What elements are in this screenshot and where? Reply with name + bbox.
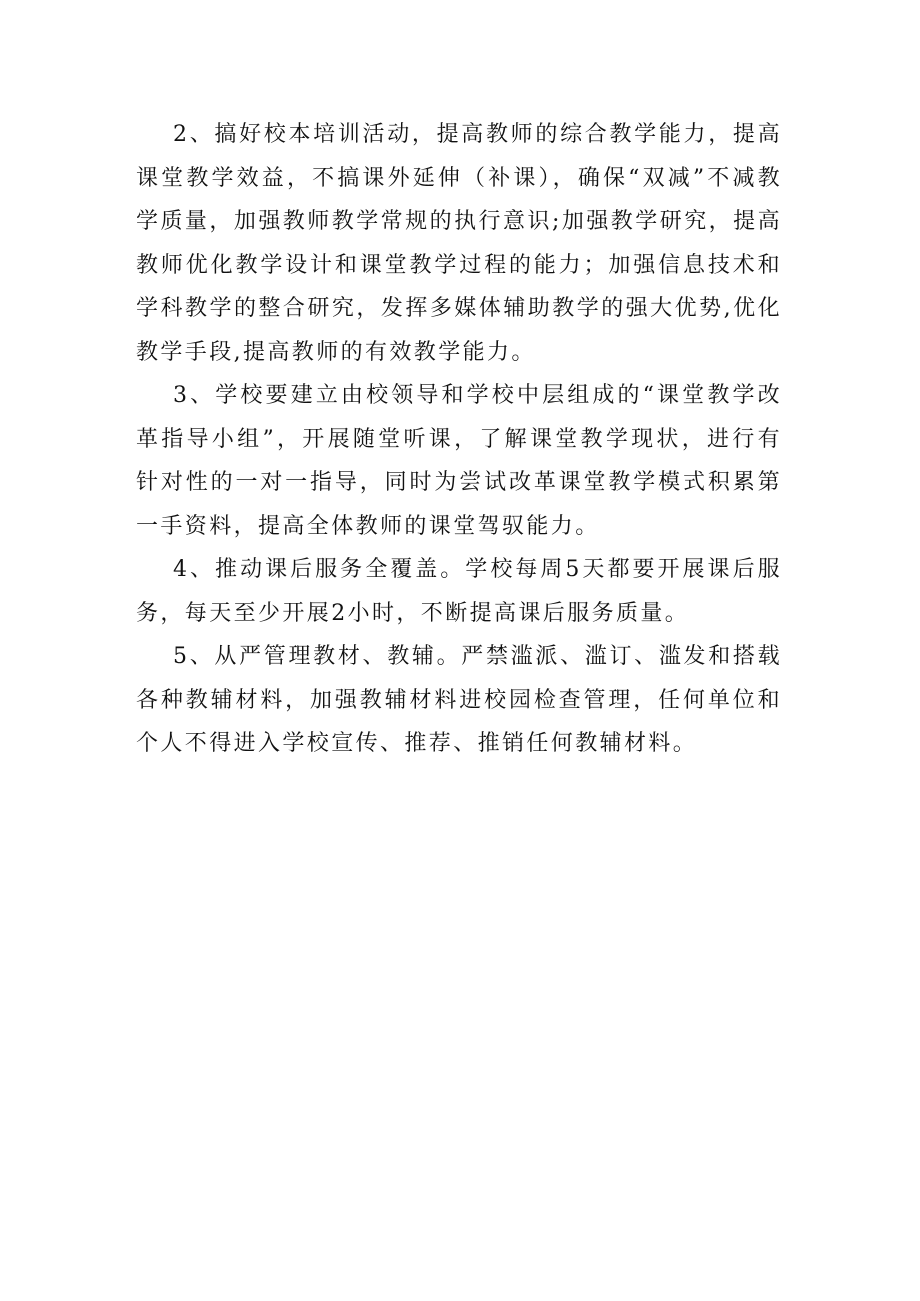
- paragraph-4: 4、推动课后服务全覆盖。学校每周5天都要开展课后服务，每天至少开展2小时，不断提高课后服务质量。: [136, 557, 782, 626]
- document-body: [136, 113, 782, 766]
- paragraph-5: 5、从严管理教材、教辅。严禁滥派、滥订、滥发和搭载各种教辅材料，加强教辅材料进校园检查管理，任何单位和个人不得进入学校宣传、推荐、推销任何教辅材料。: [136, 644, 782, 756]
- paragraph-3: 3、学校要建立由校领导和学校中层组成的“课堂教学改革指导小组”，开展随堂听课，了解课堂教学现状，进行有针对性的一对一指导，同时为尝试改革课堂教学模式积累第一手资料，提高全体教师的课堂驾驭能力。: [136, 383, 782, 539]
- paragraph-2: 2、搞好校本培训活动，提高教师的综合教学能力，提高课堂教学效益，不搞课外延伸（补课），确保“双减”不减教学质量，加强教师教学常规的执行意识;加强教学研究，提高教师优化教学设计和课堂教学过程的能力；加强信息技术和学科教学的整合研究，发挥多媒体辅助教学的强大优势,优化教学手段,提高教师的有效教学能力。: [136, 122, 782, 365]
